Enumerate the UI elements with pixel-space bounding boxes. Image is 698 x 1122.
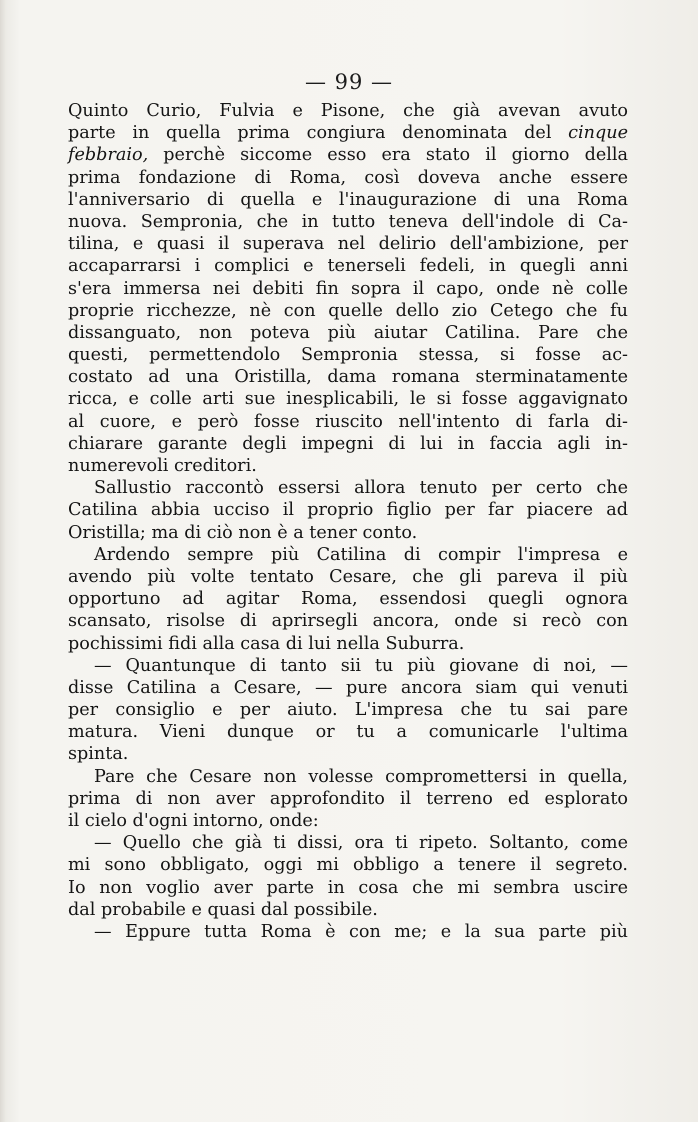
text-line bbox=[68, 233, 628, 255]
line-text: questi, permettendolo Sempronia stessa, si fosse ac- bbox=[68, 345, 628, 366]
text-line bbox=[68, 788, 628, 810]
line-text: Catilina abbia ucciso il proprio figlio per far piacere ad bbox=[68, 500, 628, 521]
text-line bbox=[68, 921, 628, 943]
text-line bbox=[68, 610, 628, 632]
text-line bbox=[68, 477, 628, 499]
text-line bbox=[68, 633, 628, 655]
text-line bbox=[68, 433, 628, 455]
line-text: Pare che Cesare non volesse compromettersi in quella, bbox=[94, 766, 628, 787]
line-text: disse Catilina a Cesare, — pure ancora siam qui venuti bbox=[68, 677, 628, 698]
line-text: pochissimi fidi alla casa di lui nella Suburra. bbox=[68, 633, 465, 654]
line-text: per consiglio e per aiuto. L'impresa che tu sai pare bbox=[68, 700, 628, 721]
line-text: opportuno ad agitar Roma, essendosi quegli ognora bbox=[68, 589, 628, 610]
page-text bbox=[68, 100, 628, 943]
text-line bbox=[68, 899, 628, 921]
text-line bbox=[68, 699, 628, 721]
line-text: — Quello che già ti dissi, ora ti ripeto. Soltanto, come bbox=[94, 833, 628, 854]
line-text: matura. Vieni dunque or tu a comunicarle l'ultima bbox=[68, 722, 628, 743]
line-text: avendo più volte tentato Cesare, che gli pareva il più bbox=[68, 566, 628, 587]
text-line bbox=[68, 854, 628, 876]
line-text: dal probabile e quasi dal possibile. bbox=[68, 899, 378, 920]
line-text: spinta. bbox=[68, 744, 129, 765]
line-text: perchè siccome esso era stato il giorno della bbox=[148, 145, 628, 166]
line-text: s'era immersa nei debiti fin sopra il capo, onde nè colle bbox=[68, 278, 628, 299]
italic-text: febbraio, bbox=[68, 145, 149, 166]
text-line bbox=[68, 300, 628, 322]
text-line bbox=[68, 832, 628, 854]
line-text: parte in quella prima congiura denominata del bbox=[68, 123, 569, 144]
line-text: Quinto Curio, Fulvia e Pisone, che già avevan avuto bbox=[68, 101, 628, 121]
line-text: costato ad una Oristilla, dama romana sterminatamente bbox=[68, 367, 628, 388]
line-text: nuova. Sempronia, che in tutto teneva dell'indole di Ca- bbox=[68, 211, 628, 232]
text-line bbox=[68, 455, 628, 477]
text-line bbox=[68, 100, 628, 122]
text-line bbox=[68, 721, 628, 743]
text-line bbox=[68, 566, 628, 588]
line-text: chiarare garante degli impegni di lui in faccia agli in- bbox=[68, 433, 628, 454]
text-line bbox=[68, 366, 628, 388]
text-line bbox=[68, 122, 628, 144]
text-line bbox=[68, 655, 628, 677]
text-line bbox=[68, 189, 628, 211]
line-text: al cuore, e però fosse riuscito nell'intento di farla di- bbox=[68, 411, 628, 432]
line-text: l'anniversario di quella e l'inaugurazione di una Roma bbox=[68, 189, 628, 210]
line-text: accaparrarsi i complici e tenerseli fedeli, in quegli anni bbox=[68, 256, 628, 277]
text-line bbox=[68, 211, 628, 233]
text-line bbox=[68, 743, 628, 765]
line-text: Io non voglio aver parte in cosa che mi sembra uscire bbox=[68, 877, 628, 898]
page-number: — 99 — bbox=[304, 70, 394, 94]
text-line bbox=[68, 588, 628, 610]
text-line bbox=[68, 278, 628, 300]
line-text: — Eppure tutta Roma è con me; e la sua parte più bbox=[94, 921, 628, 942]
line-text: Sallustio raccontò essersi allora tenuto per certo che bbox=[94, 478, 628, 499]
text-line bbox=[68, 677, 628, 699]
text-line bbox=[68, 877, 628, 899]
line-text: Oristilla; ma di ciò non è a tener conto. bbox=[68, 522, 418, 543]
text-line bbox=[68, 255, 628, 277]
line-text: — Quantunque di tanto sii tu più giovane di noi, — bbox=[94, 655, 628, 676]
line-text: ricca, e colle arti sue inesplicabili, le si fosse aggavignato bbox=[68, 389, 628, 410]
line-text: dissanguato, non poteva più aiutar Catilina. Pare che bbox=[68, 322, 628, 343]
line-text: proprie ricchezze, nè con quelle dello zio Cetego che fu bbox=[68, 300, 628, 321]
text-line bbox=[68, 322, 628, 344]
line-text: Ardendo sempre più Catilina di compir l'impresa e bbox=[94, 544, 628, 565]
line-text: scansato, risolse di aprirsegli ancora, onde si recò con bbox=[68, 611, 628, 632]
line-text: prima fondazione di Roma, così doveva anche essere bbox=[68, 167, 628, 188]
line-text: prima di non aver approfondito il terreno ed esplorato bbox=[68, 788, 628, 809]
text-line bbox=[68, 411, 628, 433]
text-line bbox=[68, 167, 628, 189]
text-line bbox=[68, 522, 628, 544]
text-line bbox=[68, 810, 628, 832]
line-text: il cielo d'ogni intorno, onde: bbox=[68, 811, 319, 831]
text-line bbox=[68, 766, 628, 788]
text-line bbox=[68, 388, 628, 410]
text-line bbox=[68, 499, 628, 521]
italic-text: cinque bbox=[568, 123, 628, 144]
line-text: mi sono obbligato, oggi mi obbligo a tenere il segreto. bbox=[68, 855, 628, 876]
text-line bbox=[68, 344, 628, 366]
text-line bbox=[68, 544, 628, 566]
line-text: numerevoli creditori. bbox=[68, 456, 257, 476]
text-line bbox=[68, 144, 628, 166]
line-text: tilina, e quasi il superava nel delirio dell'ambizione, per bbox=[68, 234, 628, 255]
